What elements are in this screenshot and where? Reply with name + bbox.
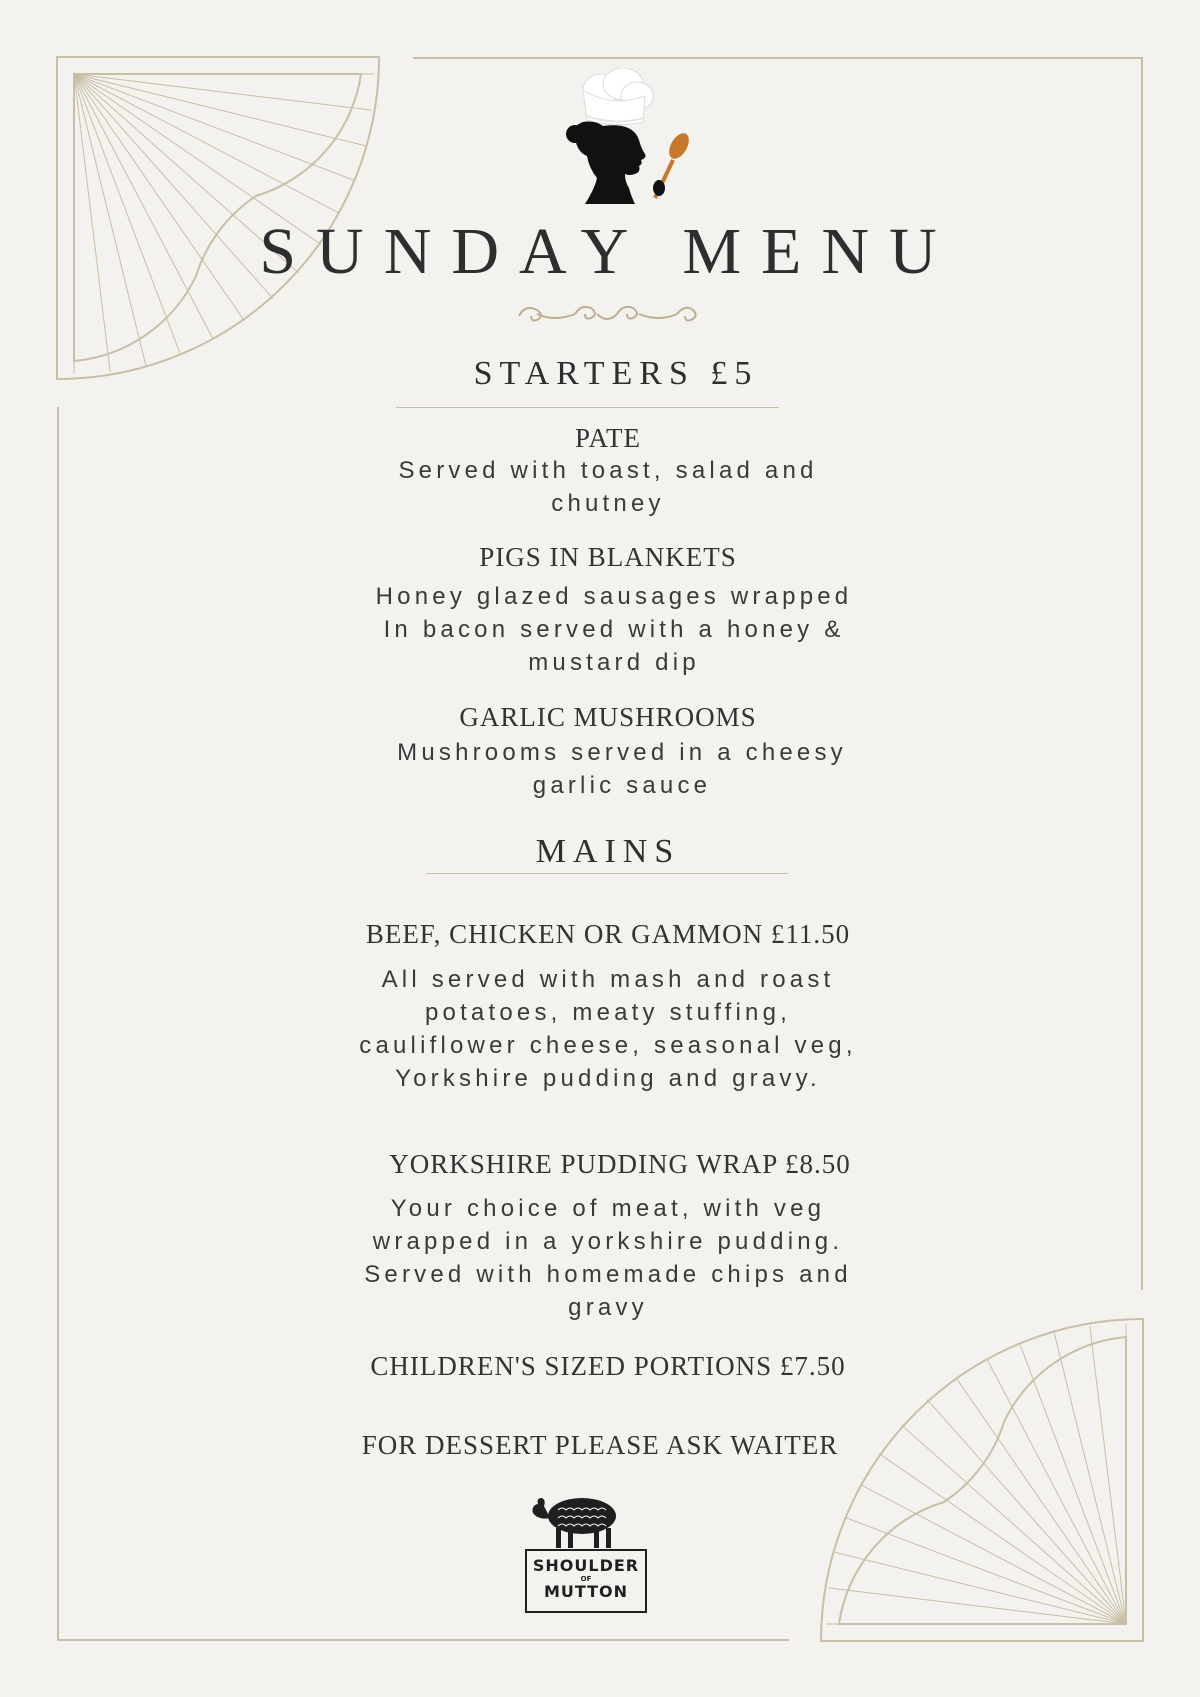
starters-divider (396, 407, 779, 408)
restaurant-logo (525, 1549, 647, 1613)
fan-ray (74, 74, 365, 146)
children-portions: CHILDREN'S SIZED PORTIONS £7.50 (370, 1351, 846, 1381)
logo-line-1: SHOULDER (532, 1556, 640, 1575)
mains-divider (426, 873, 788, 874)
frame-bottom (57, 1639, 789, 1641)
flourish-ornament-icon (515, 300, 700, 328)
fan-ray (845, 1518, 1126, 1624)
fan-ray (74, 74, 340, 213)
main-desc-yorkshire-wrap: Your choice of meat, with veg wrapped in a yorkshire pudding. Served with homemade chips and gravy (364, 1195, 852, 1321)
dessert-note: FOR DESSERT PLEASE ASK WAITER (361, 1430, 839, 1460)
main-name-yorkshire-wrap: YORKSHIRE PUDDING WRAP £8.50 (389, 1149, 851, 1179)
main-name-roast: BEEF, CHICKEN OR GAMMON £11.50 (365, 919, 851, 949)
starter-name-pate: PATE (574, 423, 642, 453)
starter-desc-garlic-mushrooms: Mushrooms served in a cheesy garlic sauce (397, 739, 847, 799)
chef-silhouette-icon (555, 68, 695, 208)
main-desc-roast: All served with mash and roast potatoes, meaty stuffing, cauliflower cheese, seasonal veg, Yorkshire pudding and gravy. (359, 966, 857, 1092)
starters-heading: STARTERS £5 (473, 355, 759, 392)
logo-line-3: MUTTON (543, 1582, 629, 1601)
starter-desc-pate: Served with toast, salad and chutney (398, 457, 818, 517)
fan-ray (74, 74, 355, 180)
starter-desc-pigs-in-blankets: Honey glazed sausages wrapped In bacon served with a honey & mustard dip (375, 583, 853, 676)
page-title: SUNDAY MENU (259, 215, 957, 288)
fan-ray (1020, 1343, 1126, 1624)
fan-ray (987, 1358, 1126, 1624)
starter-name-pigs-in-blankets: PIGS IN BLANKETS (479, 542, 737, 572)
fan-ray (835, 1552, 1126, 1624)
fan-ray (74, 74, 213, 340)
sheep-icon (528, 1488, 628, 1550)
logo-line-2: OF (580, 1575, 592, 1583)
mains-heading: MAINS (535, 833, 681, 870)
starter-name-garlic-mushrooms: GARLIC MUSHROOMS (459, 702, 757, 732)
frame-top (413, 57, 1143, 59)
fan-ray (860, 1485, 1126, 1624)
